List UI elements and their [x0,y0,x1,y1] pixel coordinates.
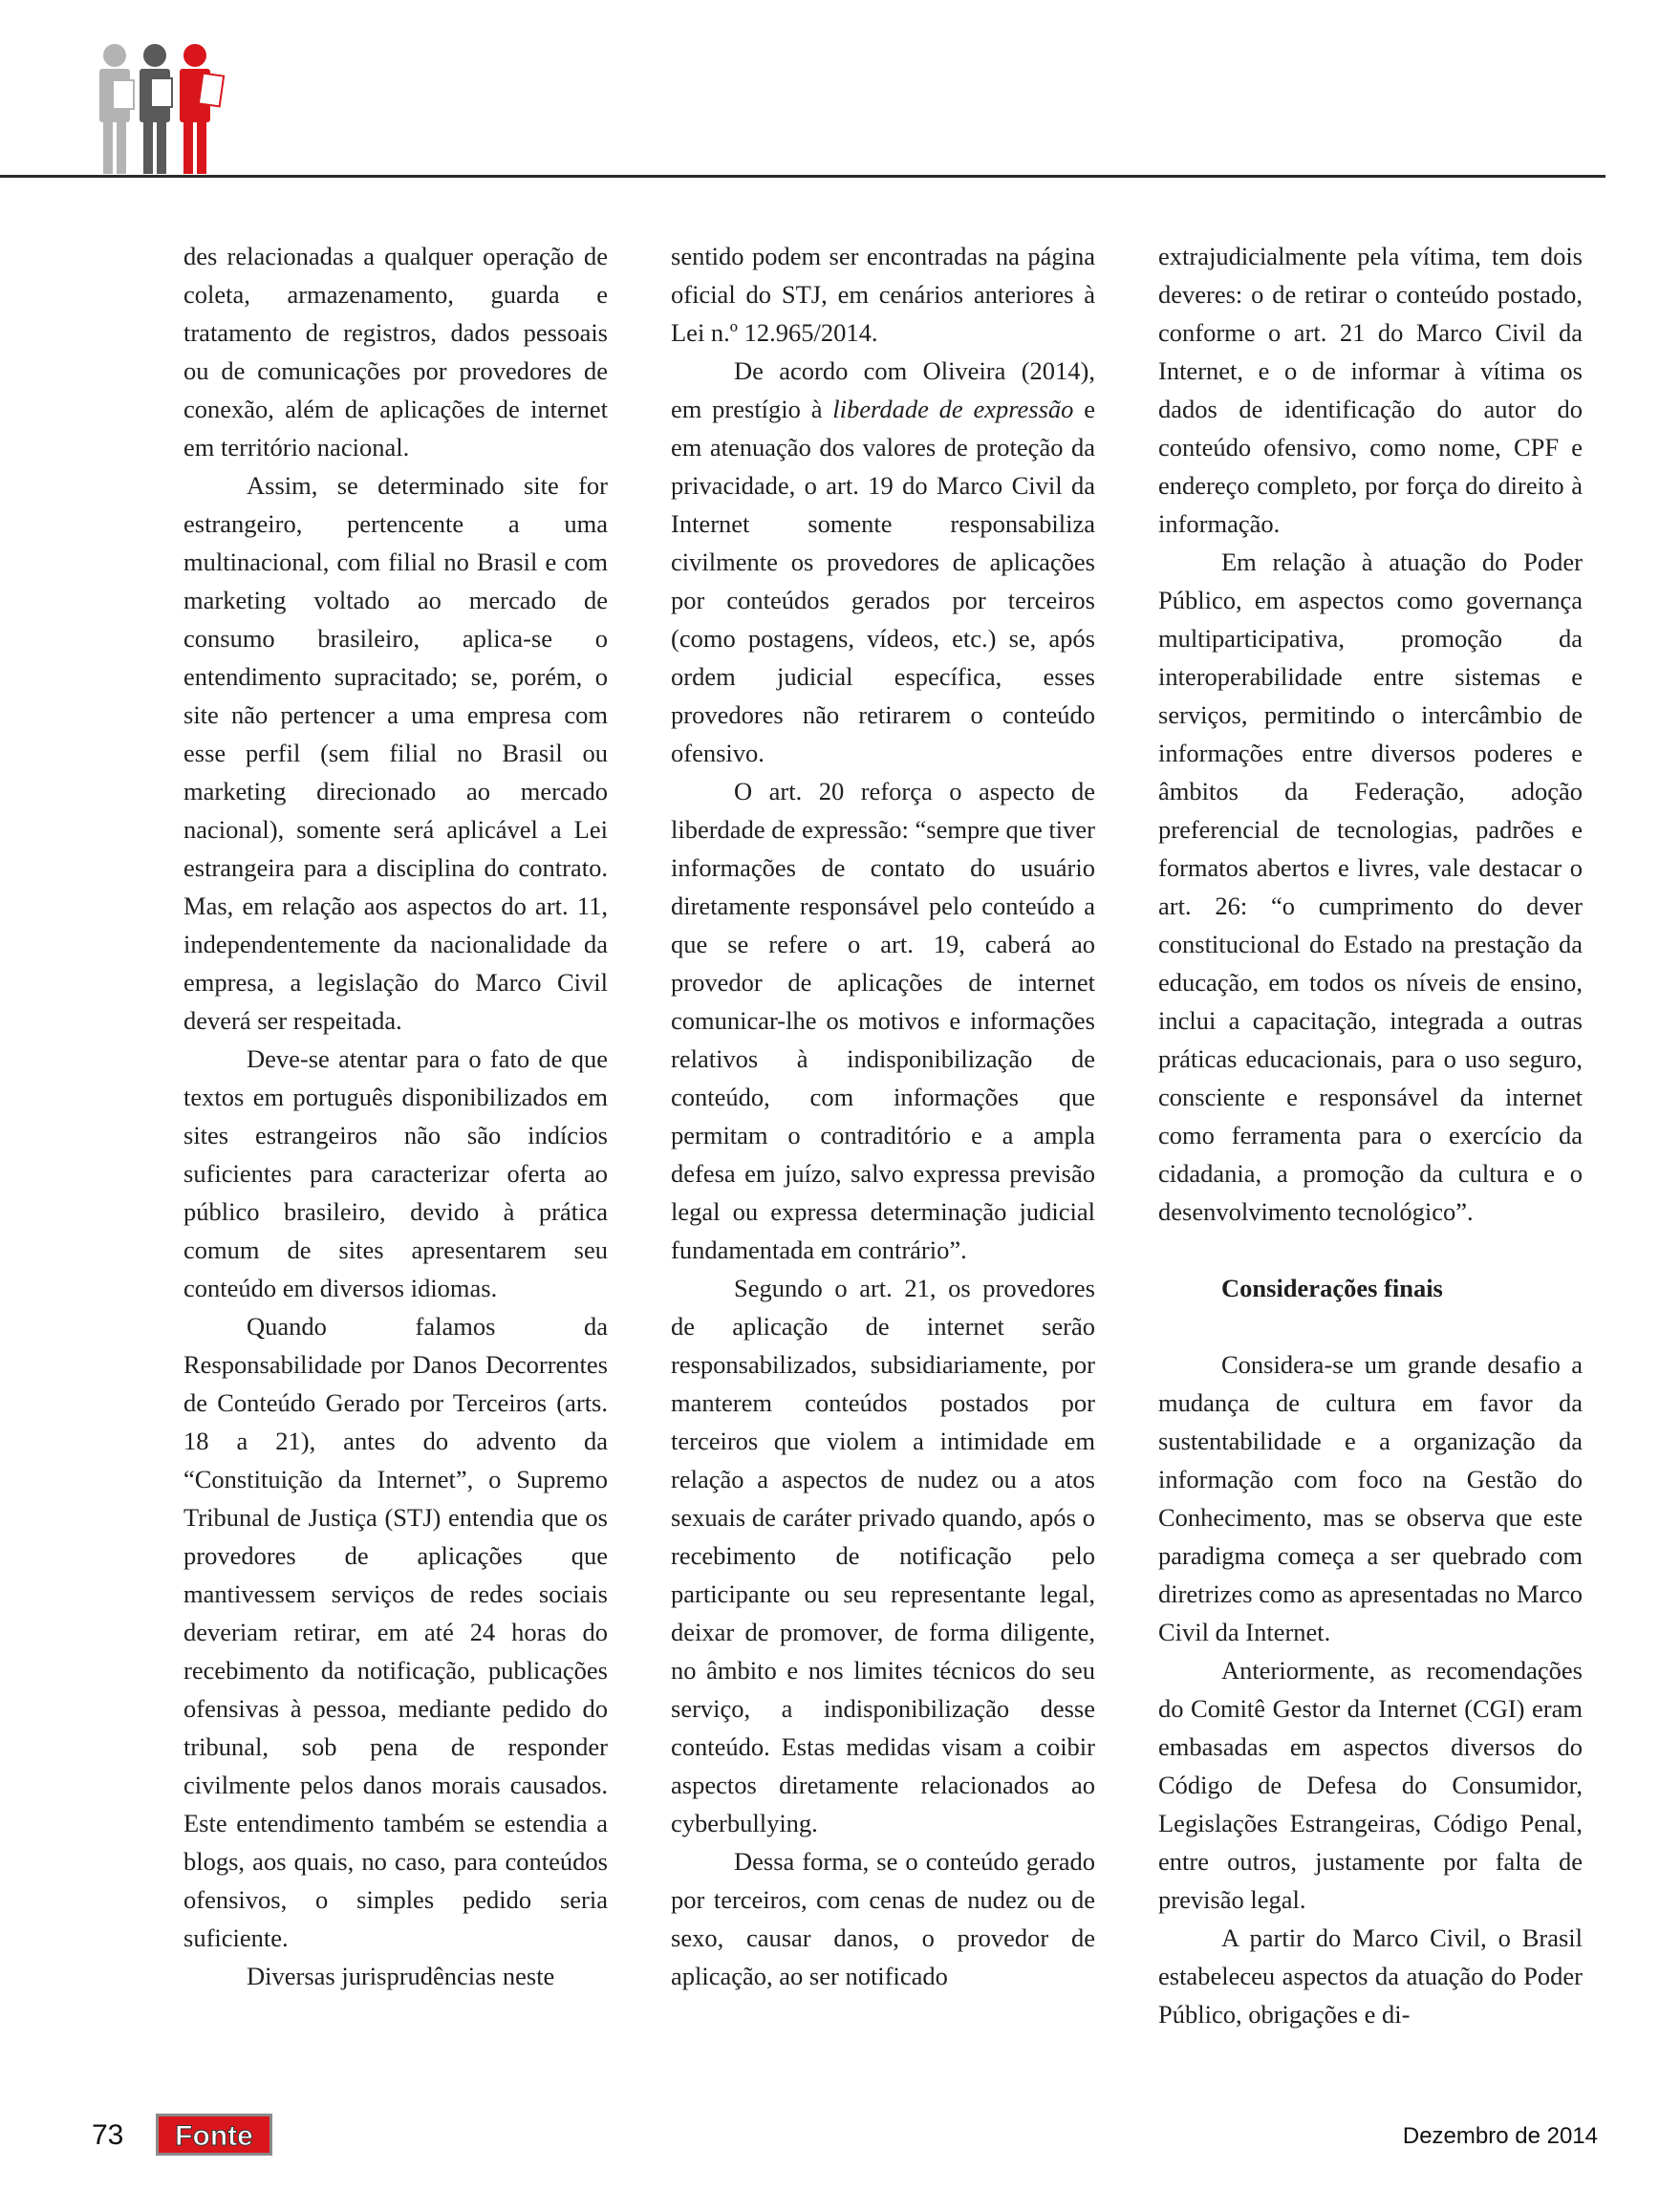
paragraph: Assim, se determinado site for estrangeiro, pertencente a uma multinacional, com filial no Brasil e com marketing voltado ao mercado de consumo brasileiro, aplica-se o entendimento supracitado; se, porém, o site não pertencer a uma empresa com esse perfil (sem filial no Brasil ou marketing direcionado ao mercado nacional), somente será aplicável a Lei estrangeira para a disciplina do contrato. Mas, em relação aos aspectos do art. 11, independentemente da nacionalidade da empresa, a legislação do Marco Civil deverá ser respeitada. [183,471,608,1035]
paragraph: Dessa forma, se o conteúdo gerado por terceiros, com cenas de nudez ou de sexo, causar danos, o provedor de aplicação, ao ser notificado [671,1847,1095,1990]
article-column-2 [671,237,1095,1995]
paragraph: O art. 20 reforça o aspecto de liberdade de expressão: “sempre que tiver informações de contato do usuário diretamente responsável pelo conteúdo a que se refere o art. 19, caberá ao provedor de aplicações de internet comunicar-lhe os motivos e informações relativos à indisponibilização de conteúdo, com informações que permitam o contraditório e a ampla defesa em juízo, salvo expressa previsão legal ou expressa determinação judicial fundamentada em contrário”. [671,777,1095,1264]
article-column-3 [1158,237,1583,2033]
paragraph: Deve-se atentar para o fato de que textos em português disponibilizados em sites estrangeiros não são indícios suficientes para caracterizar oferta ao público brasileiro, devido à prática comum de sites apresentarem seu conteúdo em diversos idiomas. [183,1044,608,1302]
text-run: e em atenuação dos valores de proteção da privacidade, o art. 19 do Marco Civil da Internet somente responsabiliza civilmente os provedores de aplicações por conteúdos gerados por terceiros (como postagens, vídeos, etc.) se, após ordem judicial específica, esses provedores não retirarem o conteúdo ofensivo. [671,395,1095,767]
people-figures-icon [92,42,233,176]
magazine-logo [156,2114,272,2156]
page-number: 73 [92,2119,124,2151]
paragraph [671,352,1095,772]
header-rule [0,175,1605,178]
paragraph: Anteriormente, as recomendações do Comitê Gestor da Internet (CGI) eram embasadas em aspectos diversos do Código de Defesa do Consumidor, Legislações Estrangeiras, Código Penal, entre outros, justamente por falta de previsão legal. [1158,1656,1583,1914]
paragraph: Em relação à atuação do Poder Público, em aspectos como governança multiparticipativa, promoção da interoperabilidade entre sistemas e serviços, permitindo o intercâmbio de informações entre diversos poderes e âmbitos da Federação, adoção preferencial de tecnologias, padrões e formatos abertos e livres, vale destacar o art. 26: “o cumprimento do dever constitucional do Estado na prestação da educação, em todos os níveis de ensino, inclui a capacitação, integrada a outras práticas educacionais, para o uso seguro, consciente e responsável da internet como ferramenta para o exercício da cidadania, a promoção da cultura e o desenvolvimento tecnológico”. [1158,548,1583,1226]
paragraph: extrajudicialmente pela vítima, tem dois deveres: o de retirar o conteúdo postado, conforme o art. 21 do Marco Civil da Internet, e o de informar à vítima os dados de identificação do autor do conteúdo ofensivo, como nome, CPF e endereço completo, por força do direito à informação. [1158,242,1583,538]
paragraph: des relacionadas a qualquer operação de coleta, armazenamento, guarda e tratamento de registros, dados pessoais ou de comunicações por provedores de conexão, além de aplicações de internet em território nacional. [183,242,608,462]
paragraph: sentido podem ser encontradas na página oficial do STJ, em cenários anteriores à Lei n.º 12.965/2014. [671,242,1095,347]
magazine-name: Fonte [175,2120,253,2152]
text-run: De acordo com Oliveira (2014), em prestígio à [671,356,1095,423]
paragraph: Segundo o art. 21, os provedores de aplicação de internet serão responsabilizados, subsidiariamente, por manterem conteúdos postados por terceiros que violem a intimidade em relação a aspectos de nudez ou a atos sexuais de caráter privado quando, após o recebimento de notificação pelo participante ou seu representante legal, deixar de promover, de forma diligente, no âmbito e nos limites técnicos do seu serviço, a indisponibilização desse conteúdo. Estas medidas visam a coibir aspectos diretamente relacionados ao cyberbullying. [671,1274,1095,1837]
paragraph: Quando falamos da Responsabilidade por Danos Decorrentes de Conteúdo Gerado por Terceiros (arts. 18 a 21), antes do advento da “Constituição da Internet”, o Supremo Tribunal de Justiça (STJ) entendia que os provedores de aplicações que mantivessem serviços de redes sociais deveriam retirar, em até 24 horas do recebimento da notificação, publicações ofensivas à pessoa, mediante pedido do tribunal, sob pena de responder civilmente pelos danos morais causados. Este entendimento também se estendia a blogs, aos quais, no caso, para conteúdos ofensivos, o simples pedido seria suficiente. [183,1312,608,1952]
issue-date: Dezembro de 2014 [1402,2123,1598,2149]
italic-term: liberdade de expressão [832,395,1074,423]
paragraph: Diversas jurisprudências neste [247,1962,555,1990]
paragraph: A partir do Marco Civil, o Brasil estabeleceu aspectos da atuação do Poder Público, obrigações e di- [1158,1923,1583,2029]
article-column-1 [183,237,608,1995]
paragraph: Considera-se um grande desafio a mudança de cultura em favor da sustentabilidade e a organização da informação com foco na Gestão do Conhecimento, mas se observa que este paradigma começa a ser quebrado com diretrizes como as apresentadas no Marco Civil da Internet. [1158,1350,1583,1646]
section-heading: Considerações finais [1221,1274,1443,1302]
